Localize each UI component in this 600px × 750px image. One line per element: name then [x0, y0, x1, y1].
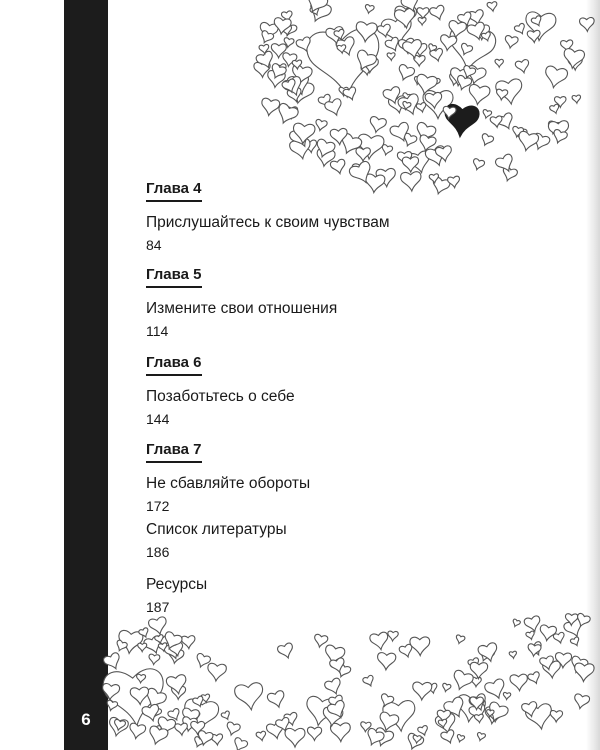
heart-icon: [231, 737, 248, 750]
heart-icon: [369, 632, 390, 652]
heart-icon: [148, 654, 160, 665]
heart-icon: [474, 714, 484, 723]
heart-icon: [527, 671, 542, 685]
chapter-title: Прислушайтесь к своим чувствам: [146, 214, 390, 231]
heart-icon: [330, 159, 347, 176]
heart-icon: [487, 1, 498, 11]
heart-icon: [456, 734, 465, 743]
heart-icon: [579, 17, 594, 31]
toc-entry-chapter-6[interactable]: [146, 354, 526, 428]
page-number: 6: [81, 710, 91, 729]
chapter-title: Позаботьтесь о себе: [146, 388, 295, 405]
heart-icon: [441, 683, 451, 693]
heart-icon: [509, 651, 517, 659]
heart-icon: [412, 682, 432, 700]
heart-icon: [450, 669, 474, 692]
heart-icon: [387, 631, 398, 641]
heart-icon: [418, 18, 426, 26]
heart-icon: [256, 731, 267, 741]
chapter-label: Глава 7: [146, 441, 202, 463]
heart-icon: [410, 637, 430, 656]
heart-icon: [416, 102, 427, 113]
heart-icon: [396, 64, 416, 83]
heart-icon: [221, 710, 232, 721]
heart-icon: [573, 693, 591, 710]
section-title: Список литературы: [146, 521, 287, 538]
chapter-label: Глава 6: [146, 354, 202, 376]
chapter-title: Измените свои отношения: [146, 300, 338, 317]
heart-icon: [128, 723, 146, 740]
heart-icon: [495, 59, 503, 67]
heart-icon: [417, 8, 429, 19]
heart-icon: [285, 728, 305, 747]
heart-icon: [387, 53, 395, 61]
heart-icon: [368, 116, 387, 134]
heart-icon: [526, 631, 536, 641]
heart-icon: [504, 35, 519, 49]
heart-icon: [148, 616, 169, 636]
heart-icon: [490, 116, 503, 128]
heart-icon: [515, 59, 531, 74]
heart-icon: [267, 690, 287, 710]
heart-icon: [175, 723, 189, 736]
heart-icon: [539, 624, 557, 641]
heart-icon: [324, 677, 344, 696]
heart-icon: [511, 619, 520, 628]
heart-icon: [364, 4, 374, 14]
section-page-number: 186: [146, 544, 170, 560]
heart-icon: [356, 148, 371, 162]
heart-icon: [138, 643, 147, 651]
heart-icon: [234, 682, 265, 712]
heart-icon: [381, 144, 394, 156]
heart-icon: [477, 642, 500, 664]
chapter-page-number: 114: [146, 323, 169, 339]
heart-icon: [307, 727, 321, 740]
heart-icon: [471, 158, 485, 171]
heart-icon: [377, 652, 396, 670]
heart-icon: [429, 5, 447, 22]
heart-icon: [207, 663, 227, 682]
heart-icon: [524, 615, 543, 633]
toc-entry-bibliography[interactable]: [146, 520, 526, 561]
heart-icon: [562, 48, 585, 70]
heart-icon: [574, 663, 595, 682]
heart-icon: [479, 133, 494, 148]
heart-icon: [510, 674, 529, 691]
heart-icon: [362, 675, 376, 688]
chapter-label: Глава 5: [146, 266, 202, 288]
heart-icon: [570, 636, 581, 647]
hearts-cluster-top: [254, 0, 595, 196]
heart-icon: [417, 725, 429, 737]
heart-icon: [225, 721, 241, 736]
heart-icon: [550, 710, 563, 722]
chapter-page-number: 172: [146, 498, 170, 514]
toc-entry-chapter-7[interactable]: [146, 441, 526, 515]
heart-icon: [476, 732, 486, 741]
heart-icon: [503, 692, 511, 700]
section-page-number: 187: [146, 599, 170, 615]
heart-icon: [484, 678, 508, 702]
heart-icon: [330, 723, 350, 742]
heart-icon: [277, 642, 296, 660]
toc-entry-resources[interactable]: [146, 575, 526, 616]
heart-icon: [514, 23, 527, 36]
toc-entry-chapter-4[interactable]: [146, 180, 526, 254]
heart-icon: [543, 65, 569, 90]
heart-icon: [516, 131, 539, 153]
chapter-label: Глава 4: [146, 180, 202, 202]
chapter-title: Не сбавляйте обороты: [146, 475, 311, 492]
hearts-cluster-bottom: [101, 613, 594, 750]
heart-icon: [102, 652, 123, 672]
heart-icon: [402, 157, 419, 172]
toc-entry-chapter-5[interactable]: [146, 266, 526, 340]
heart-icon: [313, 634, 328, 649]
heart-icon: [467, 84, 490, 106]
heart-icon: [553, 632, 566, 644]
heart-icon: [181, 635, 196, 649]
chapter-page-number: 144: [146, 411, 170, 427]
heart-icon: [314, 119, 327, 132]
heart-icon: [455, 634, 466, 644]
heart-icon: [440, 729, 457, 745]
heart-icon: [572, 95, 581, 104]
section-title: Ресурсы: [146, 576, 208, 593]
heart-icon: [260, 98, 280, 117]
chapter-page-number: 84: [146, 237, 162, 253]
